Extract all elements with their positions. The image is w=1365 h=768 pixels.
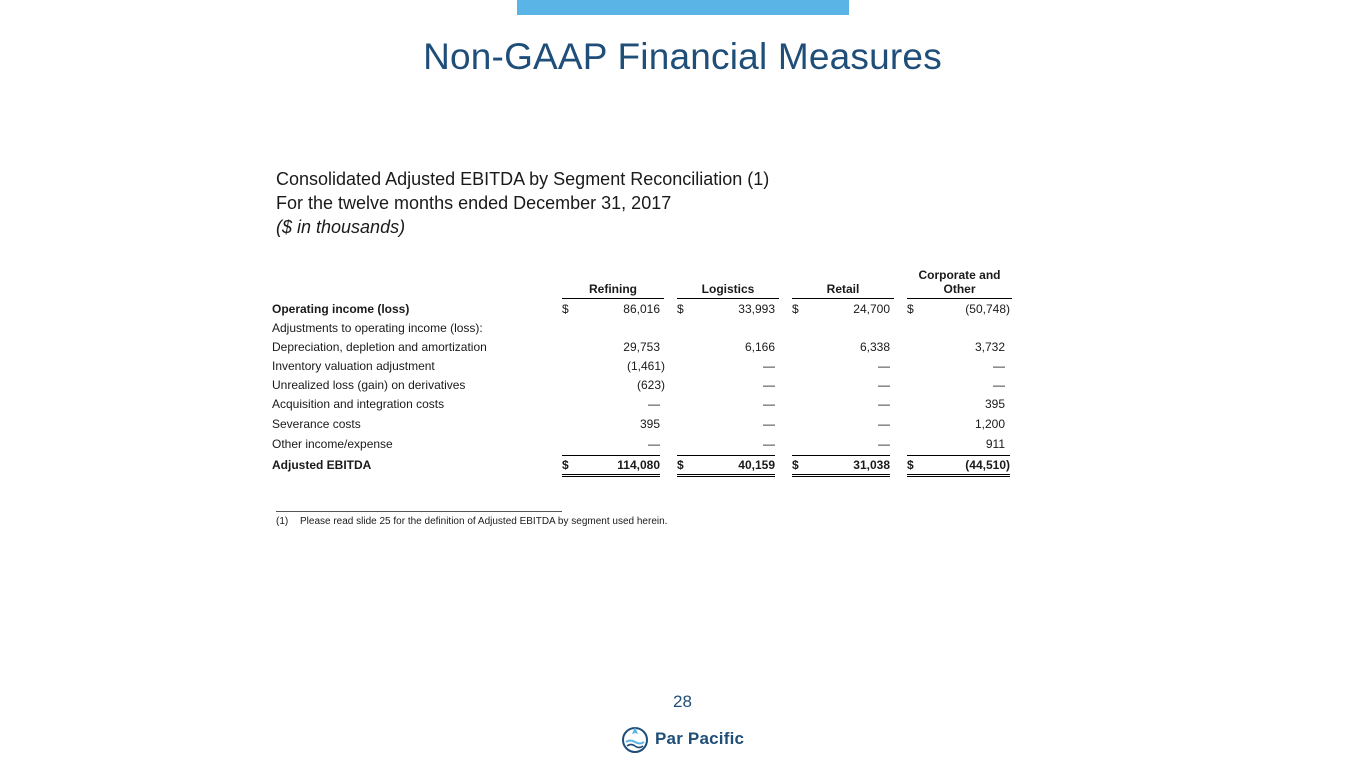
footnote-divider <box>276 511 562 512</box>
cell-value: (623) <box>636 378 665 392</box>
dollar-sign: $ <box>792 458 799 472</box>
column-header-label: Refining <box>589 282 637 296</box>
cell-retail <box>792 437 890 456</box>
cell-logistics <box>677 397 775 416</box>
cell-value: — <box>878 417 890 431</box>
cell-refining <box>562 378 665 397</box>
cell-logistics <box>677 378 775 397</box>
cell-value: — <box>648 397 660 411</box>
cell-retail <box>792 378 890 397</box>
cell-value: (1,461) <box>626 359 665 373</box>
dollar-sign: $ <box>677 302 684 316</box>
total-rule-double <box>562 476 660 477</box>
table-units: ($ in thousands) <box>276 217 406 237</box>
row-label: Acquisition and integration costs <box>272 397 445 411</box>
cell-value: — <box>878 378 890 392</box>
cell-value: 911 <box>985 437 1005 451</box>
cell-corporate <box>907 302 1010 321</box>
column-header-label: Retail <box>826 282 860 296</box>
table-row-inventory-valuation <box>272 359 1012 378</box>
total-rule-double <box>907 476 1010 477</box>
column-header-corporate <box>907 268 1012 296</box>
cell-value: — <box>763 417 775 431</box>
total-rule-top <box>677 455 775 456</box>
cell-value: — <box>763 397 775 411</box>
dollar-sign: $ <box>562 302 569 316</box>
total-rule-double <box>677 476 775 477</box>
row-label: Other income/expense <box>272 437 393 451</box>
cell-corporate <box>907 417 1005 436</box>
table-row-adjustments <box>272 321 1012 340</box>
dollar-sign: $ <box>792 302 799 316</box>
brand-name: Par Pacific <box>655 729 745 748</box>
total-rule-top <box>792 455 890 456</box>
table-row-operating-income <box>272 302 1012 321</box>
cell-value: (50,748) <box>965 302 1010 316</box>
cell-value: 33,993 <box>738 302 775 316</box>
cell-logistics <box>677 417 775 436</box>
table-period: For the twelve months ended December 31, 2017 <box>276 193 672 213</box>
cell-value: 1,200 <box>974 417 1005 431</box>
column-header-underline <box>677 298 779 299</box>
column-header-underline <box>562 298 664 299</box>
dollar-sign: $ <box>562 458 569 472</box>
par-pacific-logo-icon <box>621 724 649 754</box>
cell-value: 40,159 <box>738 458 775 472</box>
cell-value: 86,016 <box>623 302 660 316</box>
cell-value: (44,510) <box>965 458 1010 472</box>
cell-corporate <box>907 378 1005 397</box>
total-rule-double <box>562 474 660 475</box>
table-row-unrealized-loss <box>272 378 1012 397</box>
cell-value: — <box>763 378 775 392</box>
dollar-sign: $ <box>907 458 914 472</box>
cell-value: 114,080 <box>617 458 660 472</box>
cell-corporate <box>907 359 1005 378</box>
total-rule-double <box>792 474 890 475</box>
cell-value: 29,753 <box>623 340 660 354</box>
cell-value: 6,338 <box>859 340 890 354</box>
column-header-label-line1: Corporate and <box>918 268 1001 282</box>
table-row-adjusted-ebitda <box>272 458 1012 477</box>
total-rule-double <box>907 474 1010 475</box>
row-label: Adjustments to operating income (loss): <box>272 321 483 335</box>
company-logo <box>621 722 744 756</box>
column-header-retail <box>792 282 894 296</box>
column-header-underline <box>907 298 1012 299</box>
cell-refining <box>562 397 660 416</box>
cell-corporate <box>907 458 1010 477</box>
cell-retail <box>792 302 890 321</box>
cell-refining <box>562 340 660 359</box>
column-header-refining <box>562 282 664 296</box>
total-rule-double <box>677 474 775 475</box>
cell-value: 3,732 <box>974 340 1005 354</box>
column-header-label: Logistics <box>701 282 755 296</box>
cell-refining <box>562 302 660 321</box>
row-label: Adjusted EBITDA <box>272 458 372 472</box>
table-row-severance-costs <box>272 417 1012 436</box>
dollar-sign: $ <box>677 458 684 472</box>
cell-value: — <box>878 359 890 373</box>
cell-refining <box>562 437 660 456</box>
cell-value: 24,700 <box>853 302 890 316</box>
row-label: Depreciation, depletion and amortization <box>272 340 487 354</box>
cell-value: — <box>648 437 660 451</box>
cell-value: — <box>878 437 890 451</box>
row-label: Unrealized loss (gain) on derivatives <box>272 378 466 392</box>
total-rule-double <box>792 476 890 477</box>
column-header-underline <box>792 298 894 299</box>
cell-value: — <box>763 359 775 373</box>
table-row-depreciation <box>272 340 1012 359</box>
column-header-label-line2: Other <box>943 282 976 296</box>
cell-logistics <box>677 437 775 456</box>
footnote <box>276 516 667 527</box>
total-rule-top <box>562 455 660 456</box>
cell-logistics <box>677 458 775 477</box>
cell-corporate <box>907 397 1005 416</box>
cell-value: 6,166 <box>744 340 775 354</box>
top-accent-bar <box>517 0 849 15</box>
cell-retail <box>792 417 890 436</box>
cell-logistics <box>677 359 775 378</box>
table-row-other-income <box>272 437 1012 456</box>
column-header-logistics <box>677 282 779 296</box>
table-row-acquisition-costs <box>272 397 1012 416</box>
row-label: Severance costs <box>272 417 361 431</box>
cell-value: — <box>878 397 890 411</box>
page-number: 28 <box>673 692 692 711</box>
cell-value: — <box>993 378 1005 392</box>
cell-value: — <box>763 437 775 451</box>
cell-refining <box>562 359 665 378</box>
slide-title: Non-GAAP Financial Measures <box>423 36 942 77</box>
dollar-sign: $ <box>907 302 914 316</box>
cell-corporate <box>907 437 1005 456</box>
row-label: Inventory valuation adjustment <box>272 359 435 373</box>
footnote-number: (1) <box>276 516 289 527</box>
table-heading: Consolidated Adjusted EBITDA by Segment Reconciliation (1) <box>276 169 770 189</box>
cell-retail <box>792 458 890 477</box>
row-label: Operating income (loss) <box>272 302 410 316</box>
cell-retail <box>792 397 890 416</box>
cell-logistics <box>677 340 775 359</box>
cell-value: 395 <box>639 417 660 431</box>
cell-value: 31,038 <box>853 458 890 472</box>
cell-retail <box>792 340 890 359</box>
cell-refining <box>562 417 660 436</box>
cell-value: 395 <box>984 397 1005 411</box>
cell-refining <box>562 458 660 477</box>
cell-value: — <box>993 359 1005 373</box>
cell-corporate <box>907 340 1005 359</box>
footnote-text: Please read slide 25 for the definition of Adjusted EBITDA by segment used herein. <box>300 516 668 527</box>
total-rule-top <box>907 455 1010 456</box>
cell-logistics <box>677 302 775 321</box>
cell-retail <box>792 359 890 378</box>
